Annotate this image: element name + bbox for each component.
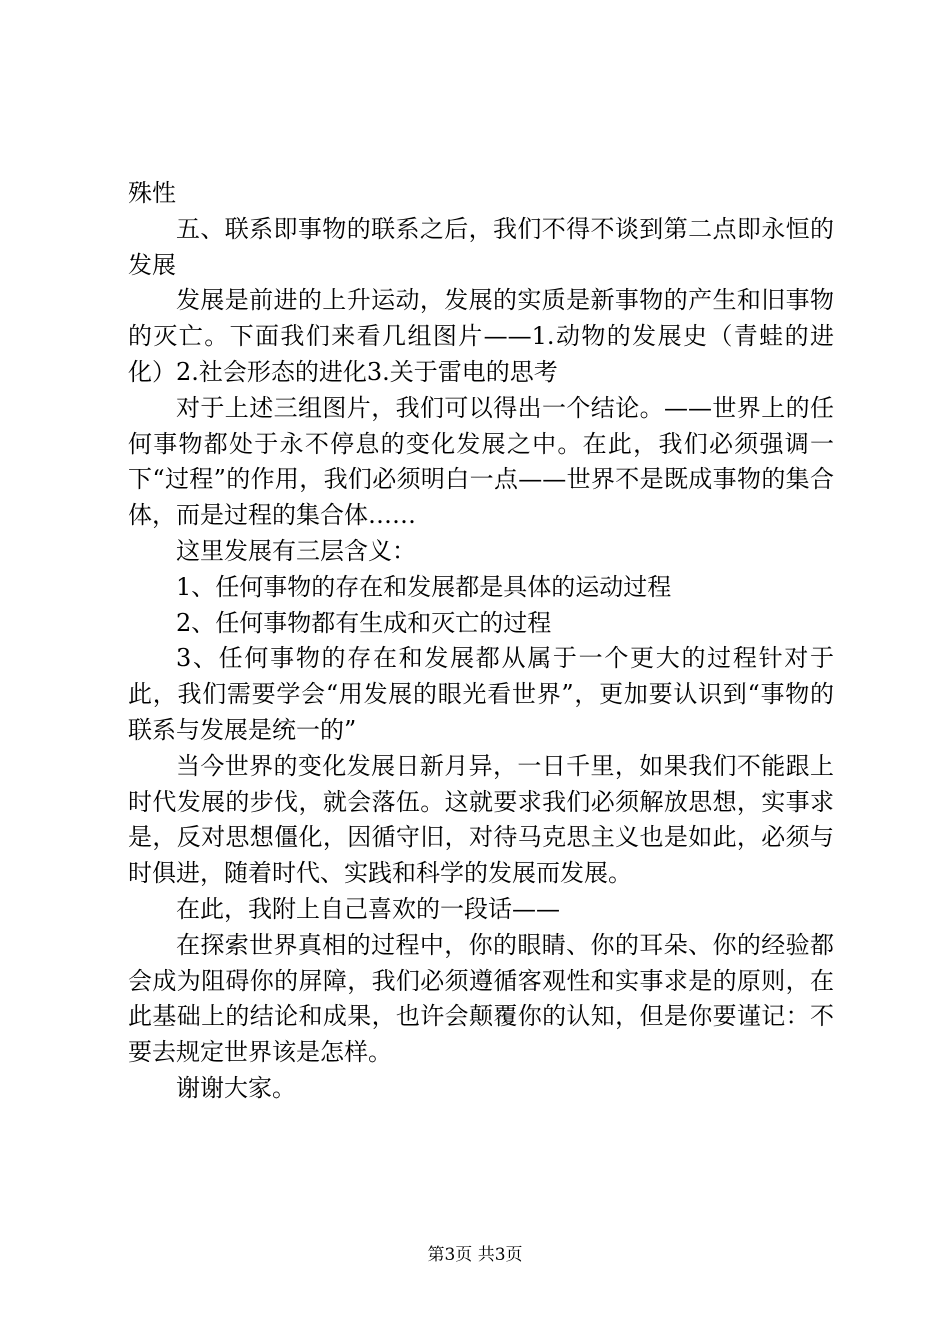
paragraph-section-five: 五、联系即事物的联系之后，我们不得不谈到第二点即永恒的发展 <box>128 214 834 279</box>
paragraph-quote: 在探索世界真相的过程中，你的眼睛、你的耳朵、你的经验都会成为阻碍你的屏障，我们必须遵循客观性和实事求是的原则，在此基础上的结论和成果，也许会颠覆你的认知，但是你要谨记：不要去规定世界该是怎样。 <box>128 930 834 1067</box>
paragraph-three-meanings: 这里发展有三层含义： <box>176 536 416 565</box>
list-item-meaning-1: 1、任何事物的存在和发展都是具体的运动过程 <box>176 572 672 601</box>
paragraph-continuation: 殊性 <box>128 179 176 207</box>
paragraph-development-definition: 发展是前进的上升运动，发展的实质是新事物的产生和旧事物的灭亡。下面我们来看几组图片——1.动物的发展史（青蛙的进化）2.社会形态的进化3.关于雷电的思考 <box>128 286 834 386</box>
paragraph-thanks: 谢谢大家。 <box>176 1073 296 1102</box>
list-item-meaning-3: 3、任何事物的存在和发展都从属于一个更大的过程针对于此，我们需要学会“用发展的眼光看世界”，更加要认识到“事物的联系与发展是统一的” <box>128 644 834 744</box>
list-item-meaning-2: 2、任何事物都有生成和灭亡的过程 <box>176 608 552 637</box>
paragraph-quote-intro: 在此，我附上自己喜欢的一段话—— <box>176 894 560 923</box>
document-body <box>128 176 834 1107</box>
paragraph-modern-world: 当今世界的变化发展日新月异，一日千里，如果我们不能跟上时代发展的步伐，就会落伍。这就要求我们必须解放思想，实事求是，反对思想僵化，因循守旧，对待马克思主义也是如此，必须与时俱进，随着时代、实践和科学的发展而发展。 <box>128 751 834 888</box>
paragraph-conclusion: 对于上述三组图片，我们可以得出一个结论。——世界上的任何事物都处于永不停息的变化发展之中。在此，我们必须强调一下“过程”的作用，我们必须明白一点——世界不是既成事物的集合体，而是过程的集合体…… <box>128 393 834 530</box>
page-number-footer: 第3页 共3页 <box>427 1245 523 1265</box>
